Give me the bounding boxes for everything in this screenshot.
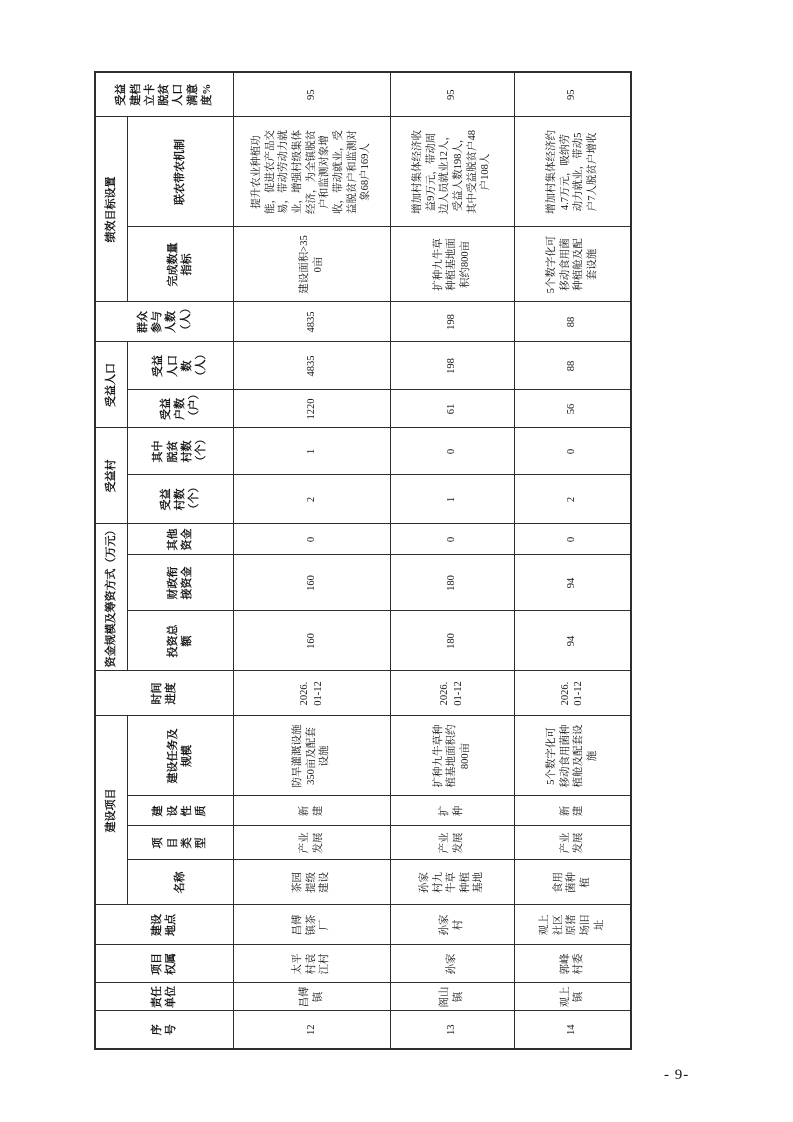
cell-total-investment: 160 <box>233 611 390 671</box>
rotated-table-canvas <box>94 73 630 1050</box>
cell-other-funds: 0 <box>233 524 390 555</box>
cell-farmer-linkage: 增加村集体经济收益9万元，带动周边人员就业12人，受益人数198人，其中受益脱贫户48户108人 <box>390 117 514 227</box>
cell-schedule: 2026.01-12 <box>233 671 390 716</box>
cell-satisfaction: 95 <box>233 72 390 117</box>
page-number: - 9- <box>664 1067 690 1083</box>
cell-schedule: 2026.01-12 <box>390 671 514 716</box>
col-header-task-scale: 建设任务及规模 <box>127 716 233 796</box>
cell-responsible-unit: 昌傅镇 <box>233 983 390 1011</box>
cell-nature: 新建 <box>514 796 631 826</box>
cell-nature: 新建 <box>233 796 390 826</box>
col-header-project-ownership: 项目权属 <box>95 945 233 983</box>
cell-population-count: 88 <box>514 342 631 390</box>
col-header-construction-nature: 建设性质 <box>127 796 233 826</box>
cell-village-count: 1 <box>390 475 514 524</box>
col-header-poverty-village-count: 其中脱贫村数（个） <box>127 428 233 475</box>
cell-name: 食用菌种植 <box>514 860 631 905</box>
cell-task-scale: 防旱灌溉设施350亩及配套设施 <box>233 716 390 796</box>
col-header-benefit-village-count: 受益村数（个） <box>127 475 233 524</box>
cell-fiscal-funds: 94 <box>514 555 631 611</box>
col-header-mass-participation: 群众参与人数（人） <box>95 302 233 342</box>
cell-name: 茶园提级建设 <box>233 860 390 905</box>
cell-responsible-unit: 观上镇 <box>514 983 631 1011</box>
col-header-schedule: 时间进度 <box>95 671 233 716</box>
cell-household-count: 1220 <box>233 390 390 428</box>
cell-serial: 13 <box>390 1011 514 1049</box>
cell-site: 观上社区原猪场旧址 <box>514 905 631 945</box>
cell-mass-participation: 198 <box>390 302 514 342</box>
cell-serial: 14 <box>514 1011 631 1049</box>
cell-poverty-village-count: 1 <box>233 428 390 475</box>
cell-household-count: 56 <box>514 390 631 428</box>
table-row <box>233 72 390 1049</box>
cell-population-count: 198 <box>390 342 514 390</box>
cell-household-count: 61 <box>390 390 514 428</box>
cell-quantity-indicator: 5个数字化可移动食用菌种植舱及配套设施 <box>514 227 631 302</box>
cell-satisfaction: 95 <box>390 72 514 117</box>
cell-ownership: 孙家 <box>390 945 514 983</box>
cell-nature: 扩种 <box>390 796 514 826</box>
cell-satisfaction: 95 <box>514 72 631 117</box>
cell-fiscal-funds: 180 <box>390 555 514 611</box>
col-header-other-funds: 其他资金 <box>127 524 233 555</box>
cell-farmer-linkage: 提升农业种植功能，促进农产品交易，带动劳动力就业，增强村级集体经济，为全镇脱贫户和监测对象增收，带动就业，受益脱贫户和监测对象68户169人 <box>233 117 390 227</box>
cell-schedule: 2026.01-12 <box>514 671 631 716</box>
col-header-benefit-population-count: 受益人口数（人） <box>127 342 233 390</box>
cell-total-investment: 94 <box>514 611 631 671</box>
cell-ownership: 郭峰村委 <box>514 945 631 983</box>
cell-responsible-unit: 阁山镇 <box>390 983 514 1011</box>
col-header-total-investment: 投资总额 <box>127 611 233 671</box>
col-header-benefit-households: 受益户数（户） <box>127 390 233 428</box>
col-header-construction-site: 建设地点 <box>95 905 233 945</box>
cell-mass-participation: 88 <box>514 302 631 342</box>
col-header-name: 名称 <box>127 860 233 905</box>
col-header-quantity-indicator: 完成数量指标 <box>127 227 233 302</box>
poverty-alleviation-projects-table <box>94 71 632 1050</box>
cell-fiscal-funds: 160 <box>233 555 390 611</box>
col-header-responsible-unit: 责任单位 <box>95 983 233 1011</box>
cell-total-investment: 180 <box>390 611 514 671</box>
col-header-satisfaction: 受益建档立卡脱贫人口满意度% <box>95 72 233 117</box>
group-header-funding: 资金规模及筹资方式（万元） <box>95 524 127 671</box>
cell-site: 孙家村 <box>390 905 514 945</box>
cell-farmer-linkage: 增加村集体经济约4.7万元，吸纳劳动力就业，带动5户7人脱贫户增收 <box>514 117 631 227</box>
table-row <box>514 72 631 1049</box>
cell-quantity-indicator: 扩种九牛草种植基地面积约800亩 <box>390 227 514 302</box>
cell-poverty-village-count: 0 <box>514 428 631 475</box>
cell-poverty-village-count: 0 <box>390 428 514 475</box>
col-header-serial-number: 序号 <box>95 1011 233 1049</box>
cell-task-scale: 扩种九牛草种植基地面积约800亩 <box>390 716 514 796</box>
col-header-fiscal-linkage-funds: 财政衔接资金 <box>127 555 233 611</box>
group-header-benefit-population: 受益人口 <box>95 342 127 428</box>
cell-project-type: 产业发展 <box>233 826 390 860</box>
table-row <box>390 72 514 1049</box>
cell-serial: 12 <box>233 1011 390 1049</box>
cell-population-count: 4835 <box>233 342 390 390</box>
group-header-benefit-villages: 受益村 <box>95 428 127 524</box>
cell-site: 昌傅镇茶厂 <box>233 905 390 945</box>
cell-village-count: 2 <box>233 475 390 524</box>
cell-project-type: 产业发展 <box>390 826 514 860</box>
cell-village-count: 2 <box>514 475 631 524</box>
cell-ownership: 太平村袁江村 <box>233 945 390 983</box>
group-header-performance-targets: 绩效目标设置 <box>95 117 127 302</box>
cell-project-type: 产业发展 <box>514 826 631 860</box>
cell-mass-participation: 4835 <box>233 302 390 342</box>
cell-name: 孙家村九牛草种植基地 <box>390 860 514 905</box>
cell-other-funds: 0 <box>390 524 514 555</box>
cell-other-funds: 0 <box>514 524 631 555</box>
col-header-project-type: 项目类型 <box>127 826 233 860</box>
cell-quantity-indicator: 建设面积>350亩 <box>233 227 390 302</box>
group-header-construction-project: 建设项目 <box>95 716 127 905</box>
cell-task-scale: 5个数字化可移动食用菌种植舱及配套设施 <box>514 716 631 796</box>
col-header-farmer-linkage-mechanism: 联农带农机制 <box>127 117 233 227</box>
